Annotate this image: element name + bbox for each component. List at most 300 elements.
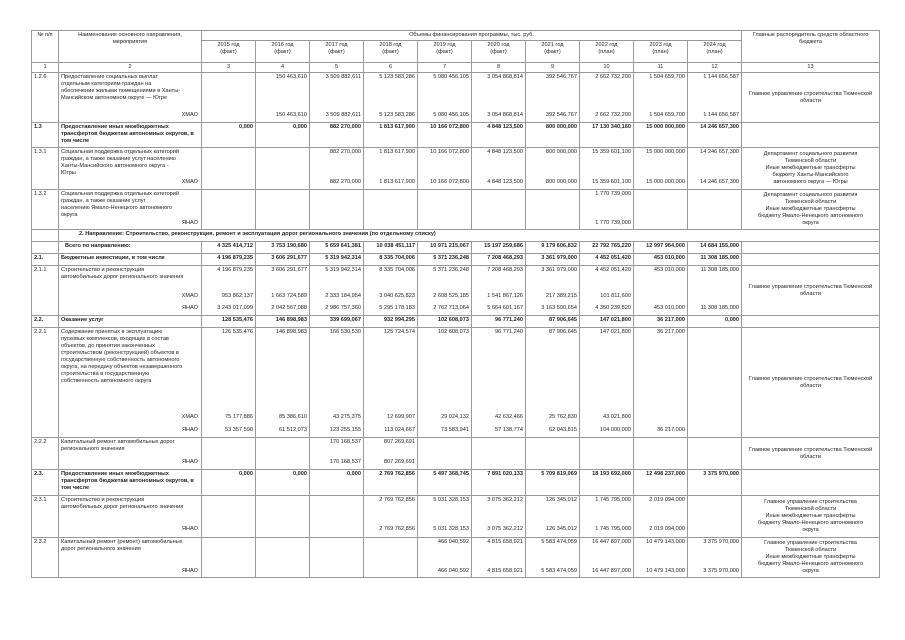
item-row-r222 [32,438,880,470]
value-cell: 3 361 979,000 [526,254,580,266]
row-name [59,496,202,538]
value-cell [364,328,418,438]
value-cell [418,538,472,578]
value-cell: 9 179 606,832 [526,242,580,254]
value-sub: 62 043,815 [549,427,577,433]
value-sub: 1 663 724,589 [271,293,307,299]
value-cell [472,190,526,230]
agency-cell: Главное управление строительства Тюменской области [742,73,880,123]
value-cell: 0,000 [688,316,742,328]
value-cell: 4 452 051,420 [580,254,634,266]
text-line: объектов, до принятия законченных [61,343,155,349]
value-cell [688,328,742,438]
text-line: пусковых комплексов, входящих в состав [61,336,169,342]
text-line: Тюменской области [784,158,837,164]
row-number: 1.2.6 [32,73,59,123]
value-sub: 2 333 184,954 [325,293,361,299]
value-cell [364,73,418,123]
text-line: Иные межбюджетные трансферты [765,165,856,171]
value-cell [310,190,364,230]
text-line: отдельным категориям граждан на [61,81,152,87]
row-name: Бюджетные инвестиции, в том числе [59,254,202,266]
value-cell: 4 848 123,500 [472,123,526,148]
value-cell: 10 038 451,117 [364,242,418,254]
value-main: 3 075 362,212 [487,497,523,503]
value-cell [202,538,256,578]
value-main: 3 509 882,611 [325,74,361,80]
value-cell: 14 684 155,000 [688,242,742,254]
value-cell: 15 197 259,686 [472,242,526,254]
value-main: 1 504 659,700 [649,74,685,80]
value-main: 2 769 762,856 [379,497,415,503]
value-sub: 453 010,000 [653,305,685,311]
value-main: 4 848 123,500 [487,149,523,155]
text-line: населению Ямало-Ненецкого автономного [61,205,173,211]
value-cell [310,438,364,470]
value-cell: 17 130 340,160 [580,123,634,148]
value-cell [634,438,688,470]
value-sub: 1 541 867,126 [487,293,523,299]
value-main: 5 123 583,286 [379,74,415,80]
value-cell [202,148,256,190]
value-sub: 53 357,590 [225,427,253,433]
value-cell [688,190,742,230]
year-header: 2021 год (факт) [526,41,580,63]
agency-cell [742,123,880,148]
value-cell [310,496,364,538]
text-line: Социальная поддержка отдельных категорий [61,149,180,155]
value-cell [310,266,364,316]
text-line: Тюменской области [784,199,837,205]
value-main: 10 479 143,000 [646,539,685,545]
value-cell: 339 699,067 [310,316,364,328]
text-line: автомобильных дорог регионального значения [61,504,184,510]
region-label: ХМАО [181,179,198,185]
text-line: Социальная поддержка отдельных категорий [61,191,180,197]
value-cell: 4 196 879,235 [202,254,256,266]
value-cell [526,73,580,123]
value-cell [526,190,580,230]
value-sub: 25 762,830 [549,414,577,420]
text-line: Югры [61,170,76,176]
col-number: 3 [202,63,256,73]
value-sub: 4 350 239,820 [595,305,631,311]
direction-title-row [32,230,880,242]
agency-cell [742,538,880,578]
value-cell: 5 709 819,069 [526,470,580,496]
value-cell: 882 270,000 [310,123,364,148]
value-sub: 4 815 658,921 [487,568,523,574]
value-cell [580,190,634,230]
value-main: 102 608,073 [437,329,469,335]
value-cell: 800 000,000 [526,123,580,148]
value-cell [418,190,472,230]
value-cell [688,266,742,316]
value-main: 1 813 617,900 [379,149,415,155]
value-sub: 15 359 601,100 [592,179,631,185]
value-main: 4 196 879,235 [217,267,253,273]
value-cell [472,538,526,578]
col-number: 4 [256,63,310,73]
row-name: Оказание услуг [59,316,202,328]
text-line: строительства в государственную [61,371,150,377]
value-cell [526,496,580,538]
value-sub: 2 608 525,185 [433,293,469,299]
value-cell [688,538,742,578]
year-header: 2018 год (факт) [364,41,418,63]
value-main: 466 040,592 [437,539,469,545]
text-line: регионального значения [61,446,125,452]
summary-row-r13 [32,123,880,148]
value-cell: 453 010,000 [634,254,688,266]
value-cell: 147 021,800 [580,316,634,328]
header-name: Наименование основного направления, мероприятия [59,31,202,63]
value-sub: 1 144 656,587 [703,112,740,118]
value-sub: 75 177,886 [225,414,253,420]
value-main: 150 463,610 [275,74,307,80]
item-row-r221 [32,328,880,438]
value-cell: 7 208 468,293 [472,254,526,266]
value-sub: 57 138,774 [495,427,523,433]
value-cell: 12 997 964,000 [634,242,688,254]
value-cell: 36 217,000 [634,316,688,328]
value-sub: 123 255,155 [329,427,361,433]
value-cell [418,438,472,470]
value-cell [472,266,526,316]
value-cell [364,148,418,190]
value-cell: 5 497 368,745 [418,470,472,496]
value-main: 1 144 656,587 [703,74,740,80]
text-line: обеспечение жилыми помещениями в Ханты- [61,88,181,94]
value-main: 126 535,476 [221,329,253,335]
text-line: граждан, а также оказание услуг [61,198,146,204]
value-cell: 0,000 [202,470,256,496]
row-number: 2.2.2 [32,438,59,470]
value-main: 4 815 658,921 [487,539,523,545]
header-no: № п/п [32,31,59,63]
header-volumes: Объемы финансирования программы, тыс. руб. [202,31,742,41]
row-name: Предоставление иных межбюджетных трансфертов бюджетам автономных округов, в том числе [59,470,202,496]
region-label: ЯНАО [181,568,198,574]
value-cell [418,496,472,538]
value-cell [634,190,688,230]
value-cell [634,148,688,190]
value-main: 1 770 739,000 [595,191,631,197]
value-cell [202,190,256,230]
value-cell [688,73,742,123]
value-main: 807 269,691 [383,439,415,445]
value-cell [202,438,256,470]
value-cell [202,496,256,538]
item-row-r231 [32,496,880,538]
row-number: 1.3.2 [32,190,59,230]
row-number: 2.2.1 [32,328,59,438]
value-main: 146 898,983 [275,329,307,335]
value-cell [364,496,418,538]
value-sub: 42 632,466 [495,414,523,420]
value-cell [688,438,742,470]
text-line: дорог регионального значения [61,546,141,552]
value-main: 4 452 051,420 [595,267,631,273]
value-sub: 36 217,000 [657,427,685,433]
text-line: Ханты-Мансийского автономного округа - [61,163,169,169]
value-sub: 43 275,375 [333,414,361,420]
value-cell: 14 246 657,300 [688,123,742,148]
value-cell: 15 000 000,000 [634,123,688,148]
value-main: 126 345,012 [545,497,577,503]
value-cell [202,266,256,316]
region-label: ЯНАО [181,526,198,532]
item-row-r132 [32,190,880,230]
value-cell [310,73,364,123]
text-line: округа [802,220,819,226]
value-sub: 3 163 590,654 [541,305,577,311]
text-line: округа [802,527,819,533]
value-cell: 0,000 [256,123,310,148]
value-cell [580,266,634,316]
summary-row-r22 [32,316,880,328]
value-sub: 4 848 123,500 [487,179,523,185]
value-cell: 102 608,073 [418,316,472,328]
value-cell [634,73,688,123]
value-sub: 29 024,132 [441,414,469,420]
year-header: 2020 год (факт) [472,41,526,63]
value-cell [310,538,364,578]
text-line: Тюменской области [784,506,837,512]
text-line: Мансийском автономном округе — Югре [61,95,168,101]
value-cell: 4 325 414,712 [202,242,256,254]
value-sub: 217 389,215 [545,293,577,299]
value-sub: 14 246 657,300 [700,179,740,185]
text-line: бюджету Ханты-Мансийского [772,172,849,178]
row-number [32,242,59,254]
value-sub: 10 166 072,800 [430,179,469,185]
text-line: Тюменской области [784,547,837,553]
col-number: 1 [32,63,59,73]
value-cell: 7 891 020,133 [472,470,526,496]
text-line: Иные межбюджетные трансферты [765,206,856,212]
text-line: Строительство и реконструкция [61,497,145,503]
value-sub: 882 270,000 [329,179,361,185]
value-main: 147 021,800 [599,329,631,335]
value-sub: 807 269,691 [383,459,415,465]
value-sub: 10 479 143,000 [646,568,685,574]
col-number: 13 [742,63,880,73]
text-line: бюджету Ямало-Ненецкого автономного [757,520,864,526]
row-name [59,328,202,438]
value-cell: 8 335 704,006 [364,254,418,266]
text-line: Содержание принятых в эксплуатацию [61,329,163,335]
text-line: автомобильных дорог регионального значения [61,274,184,280]
value-sub: 800 000,000 [545,179,577,185]
value-cell [634,496,688,538]
value-sub: 43 021,800 [603,414,631,420]
region-label: ХМАО [181,414,198,420]
value-sub: 2 019 094,000 [649,526,685,532]
value-sub: 11 308 185,000 [700,305,740,311]
value-sub: 466 040,592 [437,568,469,574]
value-cell [256,266,310,316]
value-cell [526,438,580,470]
row-number: 2.3.1 [32,496,59,538]
value-cell: 5 371 236,248 [418,254,472,266]
value-cell [526,538,580,578]
value-main: 10 166 072,800 [430,149,469,155]
value-sub: 953 862,137 [221,293,253,299]
value-cell [472,496,526,538]
value-cell [418,148,472,190]
row-name [59,73,202,123]
region-label: ХМАО [181,293,198,299]
row-name [59,438,202,470]
value-cell: 0,000 [202,123,256,148]
value-cell [472,438,526,470]
column-numbers-row [32,63,880,73]
header-row [32,31,880,41]
text-line: граждан, а также оказание услуг населению [61,156,176,162]
text-line: округа [802,568,819,574]
value-cell [364,538,418,578]
value-main: 2 019 094,000 [649,497,685,503]
col-number: 7 [418,63,472,73]
text-line: Капитальный ремонт автомобильных дорог [61,439,175,445]
agency-cell: Главное управление строительства Тюменской области [742,266,880,316]
value-main: 3 606 291,677 [271,267,307,273]
financing-table [31,30,880,578]
value-cell [202,328,256,438]
value-cell: 10 166 072,800 [418,123,472,148]
row-number: 2.1.1 [32,266,59,316]
value-main: 3 361 979,000 [541,267,577,273]
text-line: бюджету Ямало-Ненецкого автономного [757,561,864,567]
row-name [59,538,202,578]
value-main: 16 447 897,000 [592,539,631,545]
value-main: 5 080 456,105 [433,74,469,80]
row-number: 1.3.1 [32,148,59,190]
col-number: 8 [472,63,526,73]
value-cell [364,190,418,230]
text-line: Капитальный ремонт (ремонт) автомобильных [61,539,183,545]
item-row-r126 [32,73,880,123]
value-main: 87 906,645 [549,329,577,335]
text-line: округа, на передачу объектов незавершенного [61,364,183,370]
value-main: 11 308 185,000 [700,267,740,273]
value-cell [418,328,472,438]
value-main: 5 319 942,314 [325,267,361,273]
value-sub: 2 762 713,064 [433,305,469,311]
value-cell [256,73,310,123]
value-main: 5 031 328,153 [433,497,469,503]
row-number: 2.2. [32,316,59,328]
value-main: 15 359 601,100 [592,149,631,155]
value-sub: 2 986 757,360 [325,305,361,311]
text-line: округа [61,212,78,218]
value-cell: 5 659 641,381 [310,242,364,254]
value-main: 2 662 732,200 [595,74,631,80]
value-cell [256,328,310,438]
row-name [59,266,202,316]
value-cell [526,266,580,316]
value-cell [634,266,688,316]
value-cell [526,328,580,438]
text-line: автономного округа — Югры [773,179,848,185]
value-cell: 96 771,240 [472,316,526,328]
value-cell: 146 898,983 [256,316,310,328]
value-sub: 3 243 017,099 [217,305,253,311]
value-cell [580,438,634,470]
value-cell: 128 535,476 [202,316,256,328]
value-cell: 10 971 215,067 [418,242,472,254]
item-row-r131 [32,148,880,190]
value-cell: 932 994,295 [364,316,418,328]
value-sub: 392 546,767 [545,112,577,118]
value-main: 14 246 657,300 [700,149,740,155]
value-cell [418,266,472,316]
value-sub: 3 040 625,823 [379,293,415,299]
value-cell [256,496,310,538]
row-name: Предоставление иных межбюджетных трансфертов бюджетам автономных округов, в том числе [59,123,202,148]
value-sub: 101 811,600 [600,293,631,299]
value-cell [310,328,364,438]
value-main: 96 771,240 [495,329,523,335]
value-cell: 2 769 762,856 [364,470,418,496]
value-cell [526,148,580,190]
value-cell [256,190,310,230]
value-main: 170 168,537 [329,439,361,445]
value-cell [580,496,634,538]
region-label: ХМАО [181,112,198,118]
agency-cell [742,496,880,538]
value-cell [472,73,526,123]
agency-cell [742,470,880,496]
col-number: 9 [526,63,580,73]
value-cell: 11 308 185,000 [688,254,742,266]
row-number: 2.1. [32,254,59,266]
value-sub: 126 345,012 [545,526,577,532]
value-main: 3 375 970,000 [703,539,740,545]
value-sub: 2 042 567,088 [271,305,307,311]
agency-cell [742,316,880,328]
value-sub: 2 662 732,200 [595,112,631,118]
value-sub: 1 504 659,700 [649,112,685,118]
value-sub: 3 054 868,814 [487,112,523,118]
value-main: 15 000 000,000 [646,149,685,155]
text-line: государственную собственность автономного [61,357,180,363]
value-main: 453 010,000 [653,267,685,273]
value-cell [310,148,364,190]
text-line: Иные межбюджетные трансферты [765,513,856,519]
value-cell [580,148,634,190]
value-sub: 5 123 583,286 [379,112,415,118]
value-sub: 61 512,073 [279,427,307,433]
row-number [32,230,59,242]
value-cell: 5 319 942,314 [310,254,364,266]
value-main: 392 546,767 [545,74,577,80]
year-header: 2019 год (факт) [418,41,472,63]
value-cell [472,328,526,438]
row-number: 1.3 [32,123,59,148]
year-header: 2022 год (план) [580,41,634,63]
text-line: Департамент социального развития [763,192,858,198]
value-main: 3 054 868,814 [487,74,523,80]
value-cell [256,438,310,470]
value-cell: 0,000 [256,470,310,496]
value-main: 5 583 474,059 [541,539,577,545]
value-cell [580,538,634,578]
text-line: Иные межбюджетные трансферты [765,554,856,560]
value-sub: 5 295 178,183 [379,305,415,311]
header-agency: Главные распорядитель средств областного бюджета [742,31,880,63]
